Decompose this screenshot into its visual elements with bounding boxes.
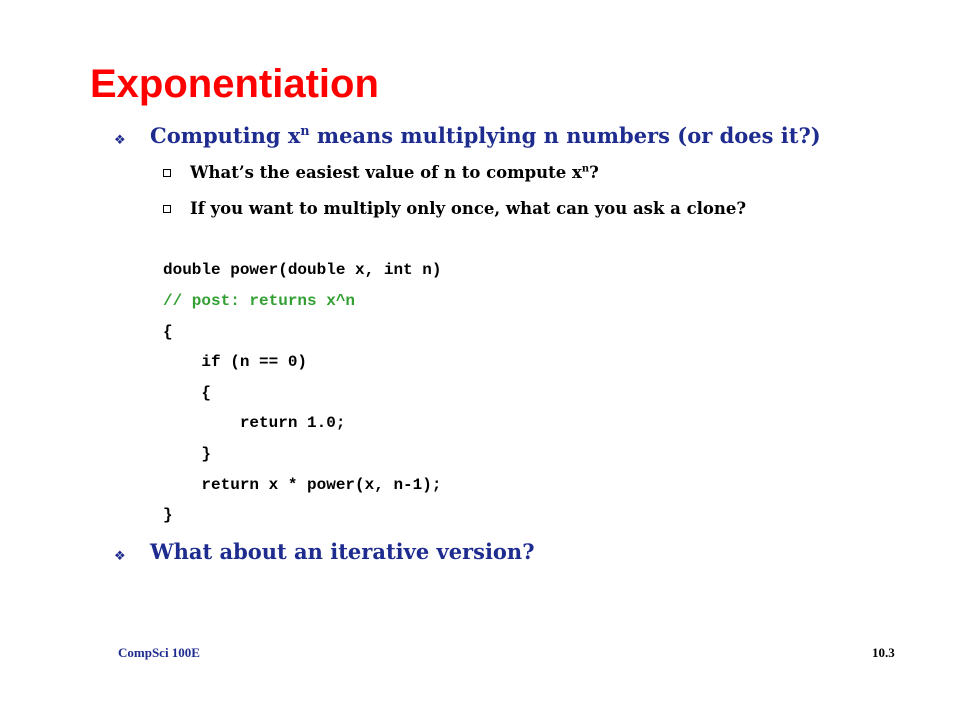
diamond-bullet-icon: ❖: [114, 133, 126, 148]
square-bullet-icon: [163, 169, 171, 177]
square-bullet-icon: [163, 205, 171, 213]
code-line-signature: double power(double x, int n): [163, 261, 442, 279]
subbullet-text: What’s the easiest value of n to compute $x^n$?: [190, 163, 599, 182]
bullet-text: Computing $x^n$ means multiplying n numbers (or does it?): [150, 123, 821, 148]
subbullet-text: If you want to multiply only once, what can you ask a clone?: [190, 199, 747, 218]
code-line-if-close-brace: }: [163, 445, 212, 463]
code-line-if: if (n == 0): [163, 353, 308, 371]
code-line-comment: // post: returns x^n: [163, 292, 356, 310]
bullet-text: What about an iterative version?: [150, 539, 535, 564]
code-line-if-open-brace: {: [163, 384, 212, 402]
footer-slide-number: 10.3: [872, 645, 895, 660]
code-line-close-brace: }: [163, 506, 173, 524]
slide-title: Exponentiation: [90, 62, 379, 106]
footer-course: CompSci 100E: [118, 645, 200, 660]
code-line-open-brace: {: [163, 323, 173, 341]
code-line-return-recursive: return x * power(x, n-1);: [163, 476, 442, 494]
diamond-bullet-icon: ❖: [114, 549, 126, 564]
code-line-return-base: return 1.0;: [163, 414, 346, 432]
